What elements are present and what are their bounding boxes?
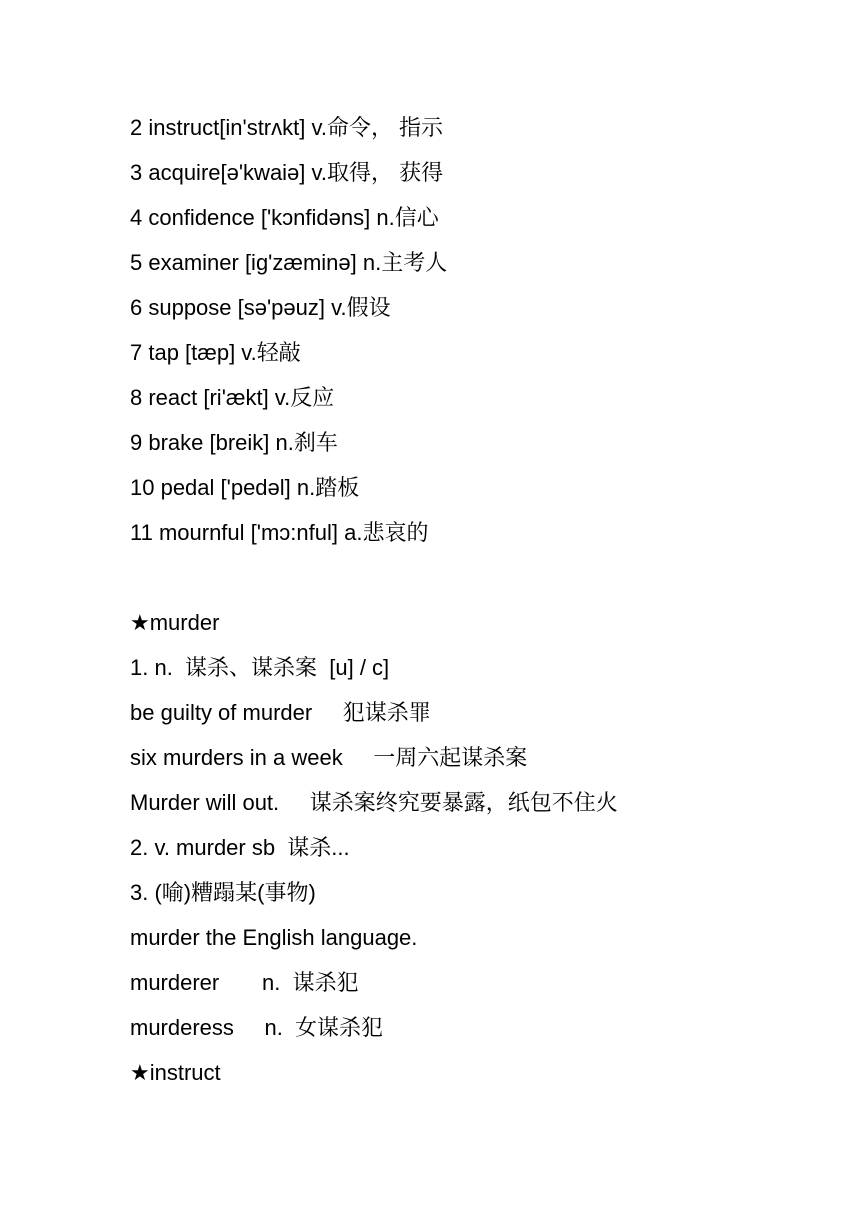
vocab-item: 3 acquire[ə'kwaiə] v.取得， 获得	[130, 160, 444, 185]
document-page	[130, 105, 830, 1095]
entry-instruct	[130, 1050, 830, 1095]
vocab-item: 8 react [ri'ækt] v.反应	[130, 385, 335, 410]
vocab-item: 5 examiner [ig'zæminə] n.主考人	[130, 250, 448, 275]
entry-line: 1. n. 谋杀、谋杀案 [u] / c]	[130, 655, 390, 680]
vocab-item: 6 suppose [sə'pəuz] v.假设	[130, 295, 391, 320]
entry-line: 3. (喻)糟蹋某(事物)	[130, 880, 316, 905]
vocab-item: 11 mournful ['mɔ:nful] a.悲哀的	[130, 520, 429, 545]
vocab-item: 4 confidence ['kɔnfidəns] n.信心	[130, 205, 439, 230]
entry-example: Murder will out. 谋杀案终究要暴露，纸包不住火	[130, 790, 618, 815]
entry-example: murder the English language.	[130, 925, 418, 950]
entry-example: be guilty of murder 犯谋杀罪	[130, 700, 431, 725]
entry-line: 2. v. murder sb 谋杀...	[130, 835, 350, 860]
vocab-item: 7 tap [tæp] v.轻敲	[130, 340, 301, 365]
vocab-item: 10 pedal ['pedəl] n.踏板	[130, 475, 360, 500]
entry-example: six murders in a week 一周六起谋杀案	[130, 745, 528, 770]
entry-murder	[130, 600, 830, 1050]
vocab-list	[130, 105, 830, 555]
entry-heading: ★instruct	[130, 1060, 221, 1085]
vocab-item: 9 brake [breik] n.刹车	[130, 430, 338, 455]
entry-derivative: murderer n. 谋杀犯	[130, 970, 359, 995]
vocab-item: 2 instruct[in'strʌkt] v.命令， 指示	[130, 115, 444, 140]
entry-derivative: murderess n. 女谋杀犯	[130, 1015, 384, 1040]
entry-heading: ★murder	[130, 610, 220, 635]
spacer	[130, 555, 830, 600]
